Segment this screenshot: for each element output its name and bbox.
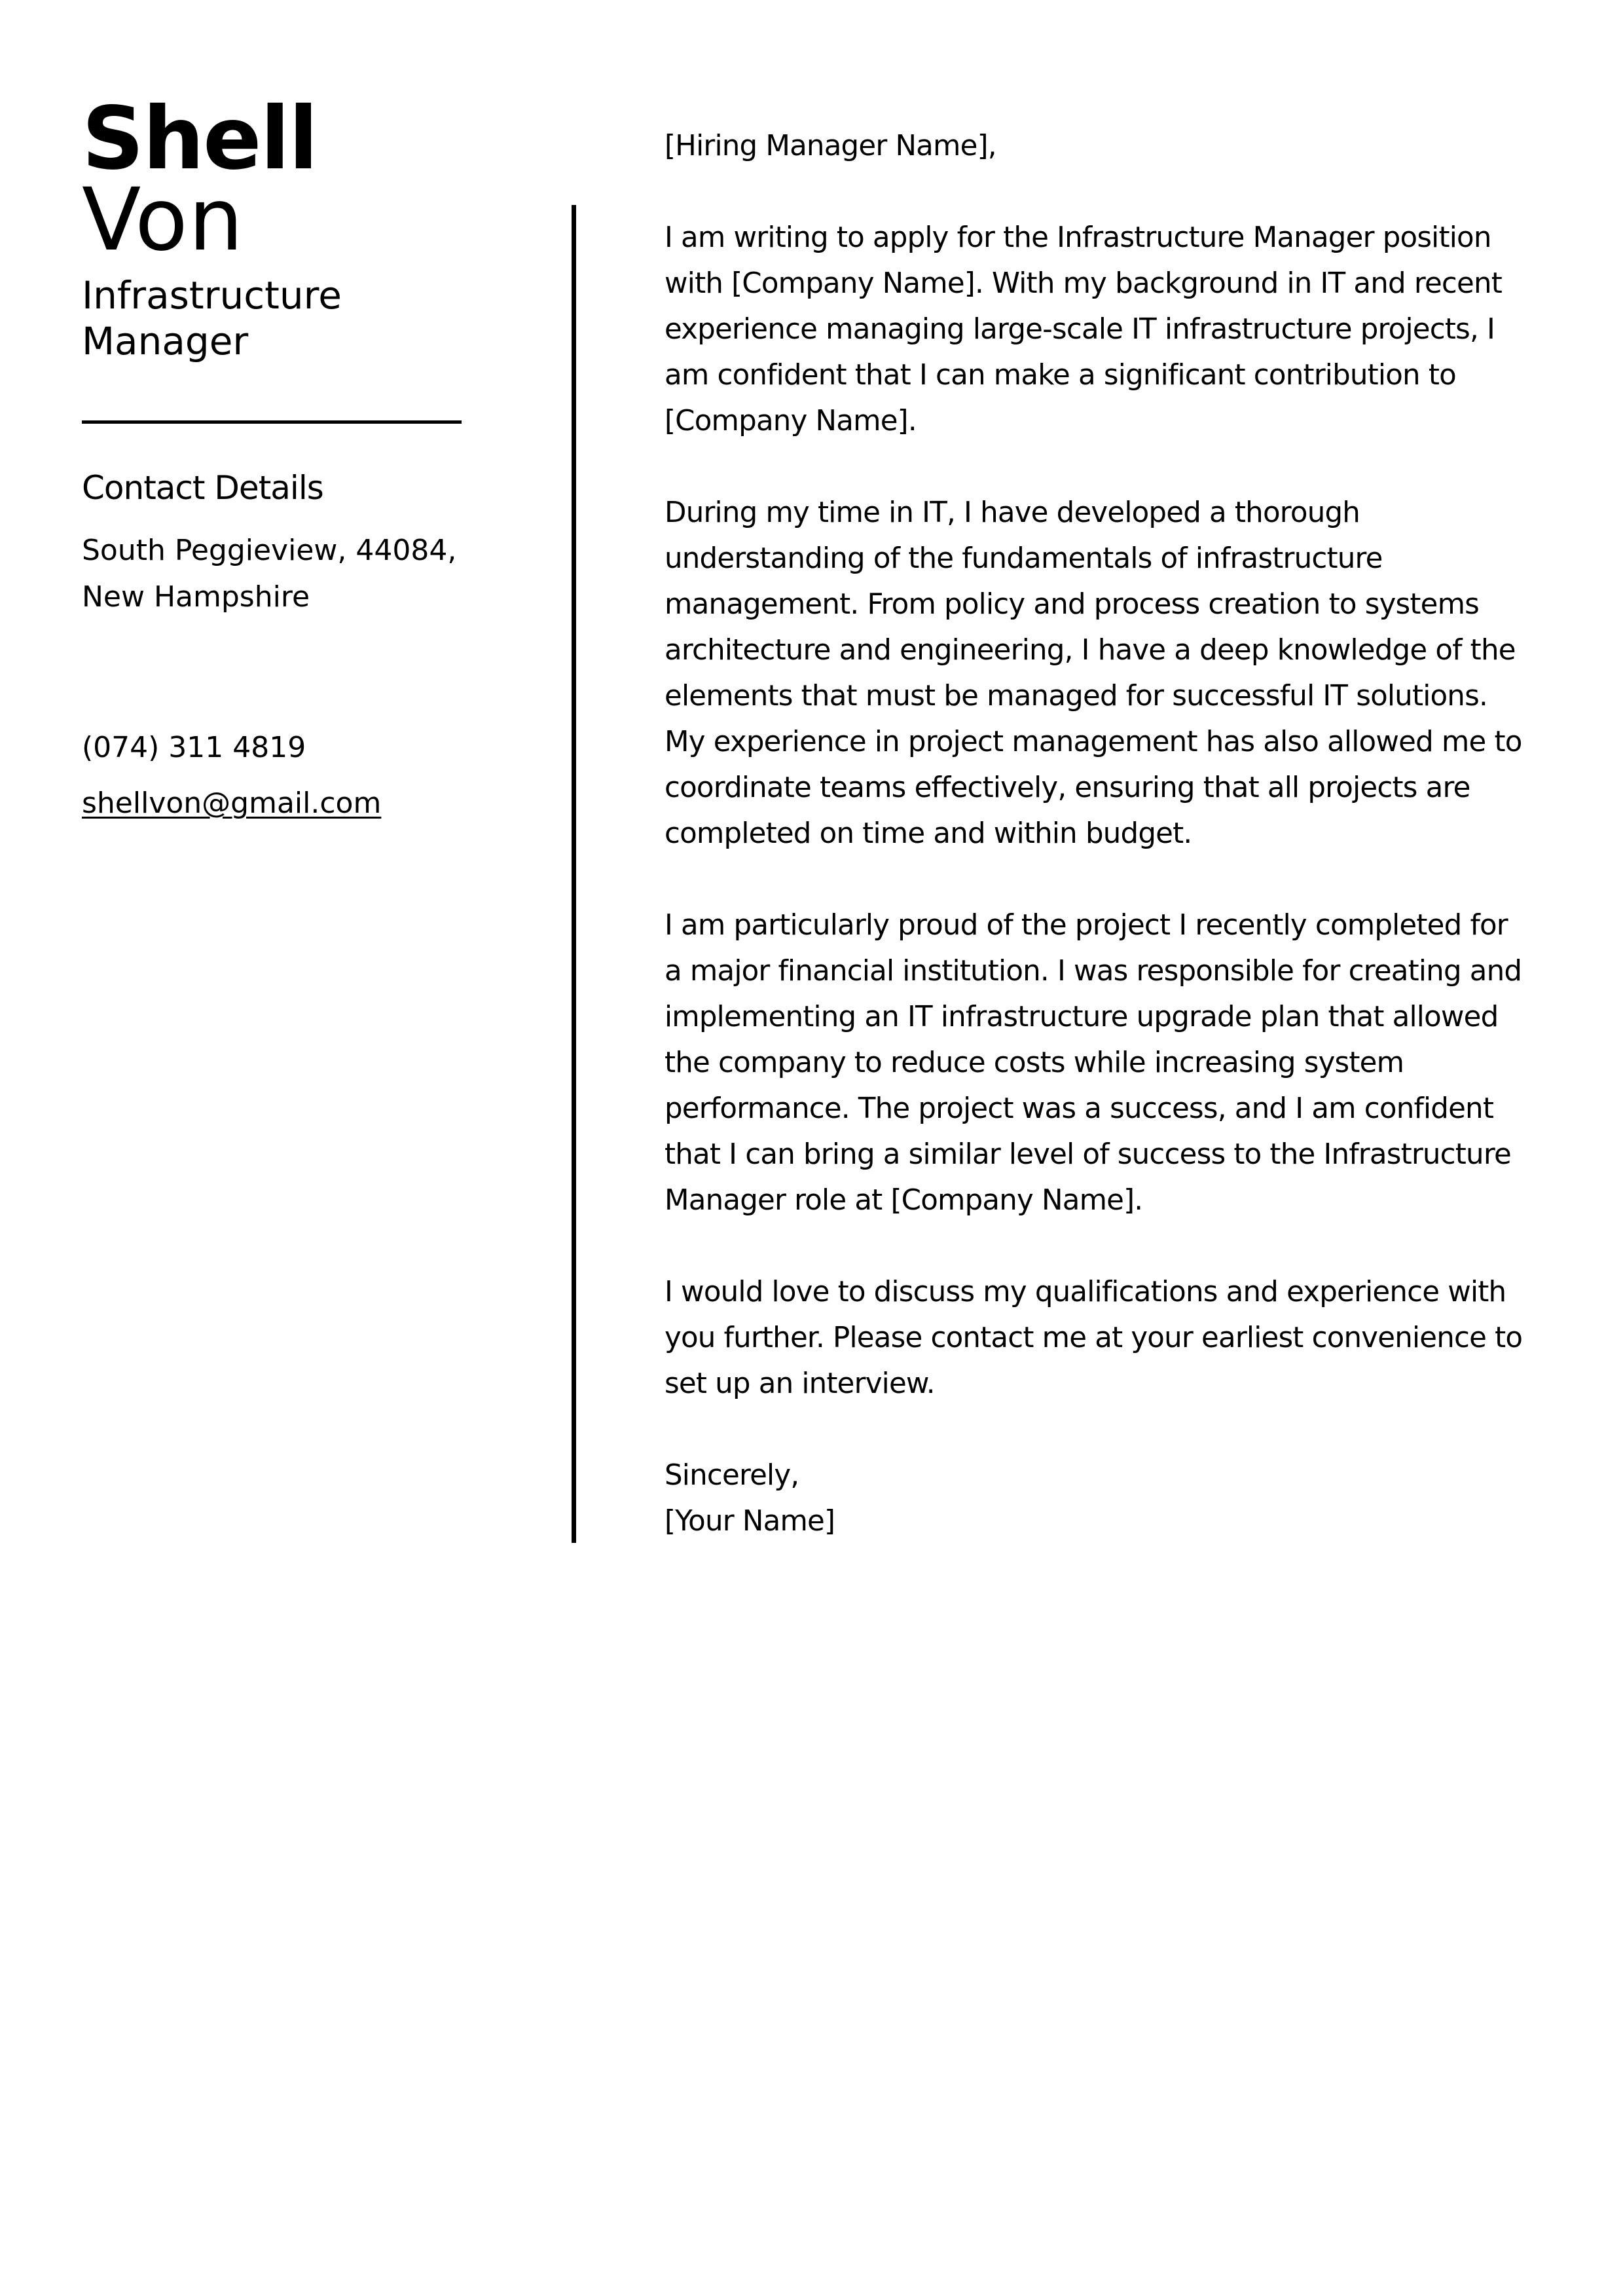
sidebar [82,88,475,820]
paragraph-line: architecture and engineering, I have a deep knowledge of the [665,634,1516,667]
closing: Sincerely, [665,1459,799,1492]
paragraph-line: am confident that I can make a significant contribution to [665,359,1456,392]
greeting-line: [Hiring Manager Name], [665,130,996,162]
paragraph-line: [Company Name]. [665,405,917,437]
contact-heading: Contact Details [82,469,323,507]
first-name: Shell [82,88,318,189]
paragraph-line: implementing an IT infrastructure upgrade plan that allowed [665,1001,1499,1033]
column-divider [572,205,576,1543]
paragraph-line: a major financial institution. I was responsible for creating and [665,955,1522,988]
job-title-line: Infrastructure [82,273,342,318]
email-link[interactable]: shellvon@gmail.com [82,787,382,820]
paragraph-line: coordinate teams effectively, ensuring that all projects are [665,771,1470,804]
greeting [665,123,1522,169]
paragraph-line: My experience in project management has also allowed me to [665,726,1522,758]
paragraph-line: experience managing large-scale IT infrastructure projects, I [665,313,1495,346]
paragraph-line: management. From policy and process creation to systems [665,588,1480,621]
letter-body [665,123,1522,1544]
paragraph-line: I am particularly proud of the project I recently completed for [665,909,1508,942]
contact-address [82,527,475,620]
paragraph-line: with [Company Name]. With my background in IT and recent [665,267,1503,300]
letter-paragraph [665,490,1522,857]
sign-off [665,1453,1522,1544]
paragraph-line: you further. Please contact me at your earliest convenience to [665,1322,1523,1354]
paragraph-line: the company to reduce costs while increasing system [665,1046,1404,1079]
job-title-line: Manager [82,319,249,363]
header-divider [82,420,462,424]
job-title [82,272,475,364]
signature: [Your Name] [665,1505,835,1538]
contact-phone: (074) 311 4819 [82,731,306,764]
paragraph-line: that I can bring a similar level of success to the Infrastructure [665,1138,1511,1171]
paragraph-line: set up an interview. [665,1367,935,1400]
paragraph-line: completed on time and within budget. [665,817,1192,850]
paragraph-line: understanding of the fundamentals of infrastructure [665,542,1383,575]
letter-paragraph [665,1269,1522,1407]
paragraph-line: I would love to discuss my qualifications and experience with [665,1276,1506,1308]
letter-paragraph [665,215,1522,444]
address-line: New Hampshire [82,580,310,614]
paragraph-line: I am writing to apply for the Infrastructure Manager position [665,221,1491,254]
address-line: South Peggieview, 44084, [82,534,457,567]
paragraph-line: performance. The project was a success, and I am confident [665,1092,1494,1125]
last-name: Von [82,170,244,270]
paragraph-line: Manager role at [Company Name]. [665,1184,1143,1217]
paragraph-line: elements that must be managed for successful IT solutions. [665,680,1487,713]
letter-paragraph [665,902,1522,1223]
paragraph-line: During my time in IT, I have developed a thorough [665,496,1360,529]
